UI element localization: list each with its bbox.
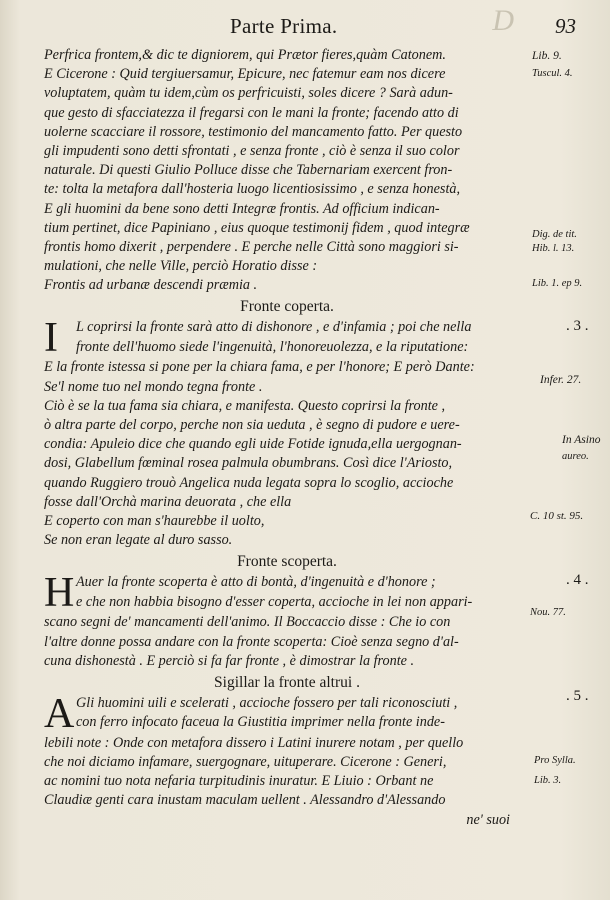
- page-body: [44, 46, 530, 830]
- text-line: tium pertinet, dice Papiniano , eius quoque testimonij fidem , quod integræ: [44, 219, 470, 236]
- drop-cap: A: [44, 693, 75, 734]
- text-line: ò altra parte del corpo, perche non sia ueduta , è segno di pudore e uere-: [44, 417, 460, 433]
- text-line: lebili note : Onde con metafora dissero i Latini inurere notam , per quello: [44, 734, 464, 751]
- text-line: Ciò è se la tua fama sia chiara, e manifesta. Questo coprirsi la fronte ,: [44, 397, 446, 414]
- margin-note: Lib. 3.: [534, 775, 562, 786]
- page-number: 93: [555, 14, 576, 38]
- margin-note: Infer. 27.: [540, 374, 582, 386]
- text-line: scano segni de' mancamenti dell'animo. Il Boccaccio disse : Che io con: [44, 614, 451, 631]
- text-line: l'altre donne possa andare con la fronte scoperta: Cioè senza segno d'al-: [44, 633, 459, 650]
- margin-note: In Asino: [562, 434, 601, 446]
- text-line: Claudiæ genti cara inustam maculam uellent . Alessandro d'Alessando: [44, 792, 446, 809]
- paragraph-1: [44, 46, 530, 295]
- text-line: L coprirsi la fronte sarà atto di dishonore , e d'infamia ; poi che nella: [76, 319, 472, 336]
- text-line: Se non eran legate al duro sasso.: [44, 532, 233, 549]
- text-line: ne' suoi: [466, 811, 510, 828]
- section-heading: Fronte scoperta.: [237, 553, 337, 571]
- text-line: con ferro infocato faceua la Giustitia imprimer nella fronte inde-: [76, 714, 445, 731]
- text-line: che noi diciamo infamare, suergognare, uituperare. Cicerone : Generi,: [44, 754, 447, 771]
- text-line: E la fronte istessa si pone per la chiara fama, e per l'honore; E però Dante:: [44, 359, 475, 376]
- text-line: quando Ruggiero trouò Angelica nuda legata sopra lo scoglio, accioche: [44, 474, 454, 491]
- margin-note: Hib. l. 13.: [532, 243, 575, 254]
- section-heading: Fronte coperta.: [240, 298, 334, 316]
- margin-note: Lib. 1. ep 9.: [532, 278, 583, 289]
- margin-note: Lib. 9.: [532, 50, 562, 62]
- margin-note: Dig. de tit.: [532, 229, 577, 240]
- section-heading: Sigillar la fronte altrui .: [214, 673, 360, 691]
- text-line: frontis homo dixerit , perpendere . E perche nelle Città sono maggiori si-: [44, 238, 459, 255]
- margin-note: C. 10 st. 95.: [530, 510, 584, 522]
- text-line: E gli huomini da bene sono detti Integræ frontis. Ad officium indican-: [44, 200, 440, 217]
- text-line: condia: Apuleio dice che quando egli uide Fotide ignuda,ella uergognan-: [44, 436, 462, 453]
- text-line: Frontis ad urbanæ descendi præmia .: [44, 277, 258, 294]
- paragraph-3: [44, 573, 530, 671]
- text-line: Gli huomini uili e scelerati , accioche fossero per tali riconosciuti ,: [76, 694, 458, 711]
- text-line: dosi, Glabellum fœminal rosea palmula obumbrans. Così dice l'Ariosto,: [44, 455, 453, 472]
- text-line: cuna dishonestà . E perciò si fa far fronte , è dimostrar la fronte .: [44, 652, 415, 669]
- paragraph-4: [44, 694, 530, 830]
- text-line: voluptatem, quàm tu idem,cùm os perfricuisti, soles dicere ? Sarà adun-: [44, 85, 453, 102]
- text-line: que gesto di sfacciatezza il fregarsi con le mani la fronte; facendo atto di: [44, 104, 459, 121]
- margin-note: Pro Sylla.: [534, 755, 576, 766]
- margin-note: Nou. 77.: [530, 607, 566, 618]
- text-line: Perfrica frontem,& dic te digniorem, qui Prætor fieres,quàm Catonem.: [44, 47, 446, 63]
- text-line: Auer la fronte scoperta è atto di bontà, d'ingenuità e d'honore ;: [76, 574, 436, 591]
- paragraph-2: [44, 318, 530, 550]
- margin-section-number: . 5 .: [566, 688, 589, 704]
- text-line: mulationi, che nelle Ville, perciò Horatio disse :: [44, 258, 318, 275]
- text-line: uolerne scacciare il rossore, testimonio del mancamento fatto. Per questo: [44, 123, 463, 140]
- bleed-through-text: D: [492, 4, 515, 37]
- margin-note: aureo.: [562, 451, 589, 462]
- text-line: naturale. Di questi Giulio Polluce disse che Tabernariam exercent fron-: [44, 162, 453, 179]
- text-line: E Cicerone : Quid tergiuersamur, Epicure, nec fatemur eam nos dicere: [44, 66, 446, 83]
- drop-cap: I: [44, 318, 58, 359]
- margin-note: Tuscul. 4.: [532, 68, 573, 79]
- text-line: gli impudenti sono detti sfrontati , e senza fronte , ciò è senza il suo color: [44, 142, 460, 159]
- margin-section-number: . 3 .: [566, 318, 589, 334]
- page-header: [0, 14, 610, 44]
- text-line: Se'l nome tuo nel mondo tegna fronte .: [44, 378, 263, 395]
- text-line: ac nomini tuo nota nefaria turpitudinis inuratur. E Liuio : Orbant ne: [44, 773, 434, 790]
- text-line: fosse dall'Orchà marina deuorata , che ella: [44, 493, 292, 510]
- drop-cap: H: [44, 573, 75, 614]
- text-line: E coperto con man s'haurebbe il uolto,: [44, 512, 265, 529]
- text-line: e che non habbia bisogno d'esser coperta, accioche in lei non appari-: [76, 593, 473, 610]
- text-line: te: tolta la metafora dall'hosteria luogo licentiosissimo , e senza honestà,: [44, 181, 461, 198]
- margin-section-number: . 4 .: [566, 572, 589, 588]
- running-head: Parte Prima.: [230, 14, 338, 38]
- text-line: fronte dell'huomo siede l'ingenuità, l'honoreuolezza, e la riputatione:: [76, 338, 469, 355]
